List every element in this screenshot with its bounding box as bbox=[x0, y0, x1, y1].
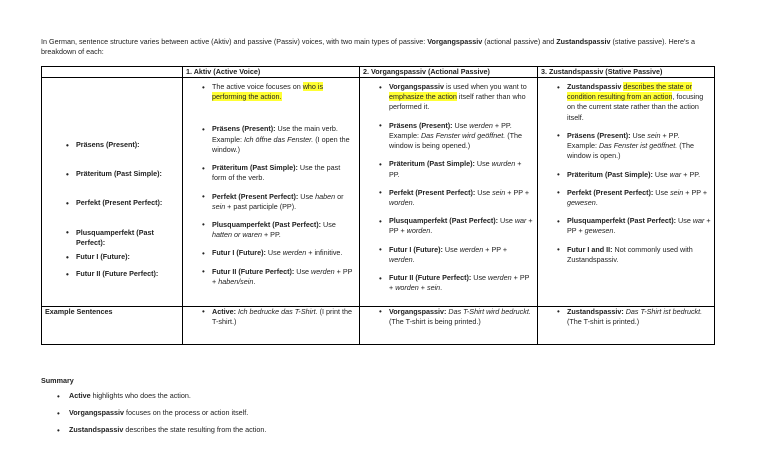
vorgangspassiv-list bbox=[363, 82, 534, 294]
aktiv-intro: • The active voice focuses on who is performing the action. bbox=[212, 82, 356, 102]
highlight-emphasize-action: emphasize the action bbox=[389, 92, 457, 102]
tense-label-list bbox=[45, 140, 179, 280]
vorgang-item: • Präsens (Present): Use werden + PP. Example: Das Fenster wird geöffnet. (The window is being opened.) bbox=[389, 121, 534, 152]
example-zustand: • Zustandspassiv: Das T-Shirt ist bedruckt. (The T-shirt is printed.) bbox=[567, 307, 711, 327]
summary-item: • Active highlights who does the action. bbox=[69, 391, 669, 401]
header-empty bbox=[42, 67, 183, 78]
header-aktiv: 1. Aktiv (Active Voice) bbox=[183, 67, 360, 78]
tense-label: • Plusquamperfekt (Past Perfect): bbox=[76, 228, 179, 248]
summary-item: • Zustandspassiv describes the state resulting from the action. bbox=[69, 425, 669, 435]
table-row-examples bbox=[42, 306, 715, 344]
table-header-row bbox=[42, 67, 715, 78]
intro-term-vorgangspassiv: Vorgangspassiv bbox=[427, 37, 483, 46]
example-vorgang-cell bbox=[360, 306, 538, 344]
header-vorgangspassiv: 2. Vorgangspassiv (Actional Passive) bbox=[360, 67, 538, 78]
vorgang-item: • Futur II (Future Perfect): Use werden + PP + worden + sein. bbox=[389, 273, 534, 293]
zustand-item: • Futur I and II: Not commonly used with Zustandspassiv. bbox=[567, 245, 711, 265]
vorgang-item: • Futur I (Future): Use werden + PP + werden. bbox=[389, 245, 534, 265]
zustand-intro: • Zustandspassiv describes the state or condition resulting from an action, focusing on the current state rather than the action itself. bbox=[567, 82, 711, 123]
vorgang-item: • Plusquamperfekt (Past Perfect): Use war + PP + worden. bbox=[389, 216, 534, 236]
aktiv-item: • Perfekt (Present Perfect): Use haben or sein + past participle (PP). bbox=[212, 192, 356, 212]
zustand-item: • Perfekt (Present Perfect): Use sein + PP + gewesen. bbox=[567, 188, 711, 208]
vorgangspassiv-cell bbox=[360, 78, 538, 307]
table-row-tenses bbox=[42, 78, 715, 307]
zustand-item: • Präsens (Present): Use sein + PP. Example: Das Fenster ist geöffnet. (The window is open.) bbox=[567, 131, 711, 162]
tense-label: • Präteritum (Past Simple): bbox=[76, 169, 179, 179]
tense-label: • Futur I (Future): bbox=[76, 252, 179, 262]
voice-comparison-table bbox=[41, 66, 715, 345]
vorgang-item: • Präteritum (Past Simple): Use wurden + PP. bbox=[389, 159, 534, 179]
intro-term-zustandspassiv: Zustandspassiv bbox=[556, 37, 611, 46]
zustandspassiv-list bbox=[541, 82, 711, 265]
example-sentences-label: Example Sentences bbox=[45, 306, 113, 316]
example-vorgang: • Vorgangspassiv: Das T-Shirt wird bedruckt. (The T-shirt is being printed.) bbox=[389, 307, 534, 327]
summary-heading: Summary bbox=[41, 376, 74, 385]
highlight-who-performs: who is performing the action. bbox=[212, 82, 324, 102]
tense-label: • Präsens (Present): bbox=[76, 140, 179, 150]
tense-label: • Perfekt (Present Perfect): bbox=[76, 198, 179, 208]
tense-labels-cell bbox=[42, 78, 183, 307]
summary-list bbox=[41, 391, 669, 443]
aktiv-item: • Futur II (Future Perfect): Use werden + PP + haben/sein. bbox=[212, 267, 356, 287]
aktiv-list bbox=[186, 82, 356, 287]
header-zustandspassiv: 3. Zustandspassiv (Stative Passive) bbox=[538, 67, 715, 78]
aktiv-item: • Plusquamperfekt (Past Perfect): Use hatten or waren + PP. bbox=[212, 220, 356, 240]
intro-text: In German, sentence structure varies between active (Aktiv) and passive (Passiv) voices, with two main types of passive: bbox=[41, 37, 428, 46]
aktiv-item: • Präteritum (Past Simple): Use the past form of the verb. bbox=[212, 163, 356, 183]
summary-item: • Vorgangspassiv focuses on the process or action itself. bbox=[69, 408, 669, 418]
tense-label: • Futur II (Future Perfect): bbox=[76, 269, 179, 279]
zustandspassiv-cell bbox=[538, 78, 715, 307]
highlight-describes-state: describes the state or condition resulting from an action bbox=[567, 82, 693, 102]
zustand-item: • Präteritum (Past Simple): Use war + PP. bbox=[567, 170, 711, 180]
vorgang-item: • Perfekt (Present Perfect): Use sein + PP + worden. bbox=[389, 188, 534, 208]
intro-text: (stative passive). Here's a breakdown of each: bbox=[41, 37, 696, 57]
example-aktiv-cell bbox=[183, 306, 360, 344]
aktiv-item: • Präsens (Present): Use the main verb. Example: Ich öffne das Fenster. (I open the window.) bbox=[212, 124, 356, 155]
zustand-item: • Plusquamperfekt (Past Perfect): Use war + PP + gewesen. bbox=[567, 216, 711, 236]
example-label-cell bbox=[42, 306, 183, 344]
intro-text: (actional passive) and bbox=[482, 37, 557, 46]
aktiv-cell bbox=[183, 78, 360, 307]
example-aktiv: • Active: Ich bedrucke das T-Shirt. (I print the T-shirt.) bbox=[212, 307, 356, 327]
vorgang-intro: • Vorgangspassiv is used when you want to emphasize the action itself rather than who performed it. bbox=[389, 82, 534, 113]
aktiv-item: • Futur I (Future): Use werden + infinitive. bbox=[212, 248, 356, 258]
example-zustand-cell bbox=[538, 306, 715, 344]
intro-paragraph bbox=[41, 37, 731, 57]
